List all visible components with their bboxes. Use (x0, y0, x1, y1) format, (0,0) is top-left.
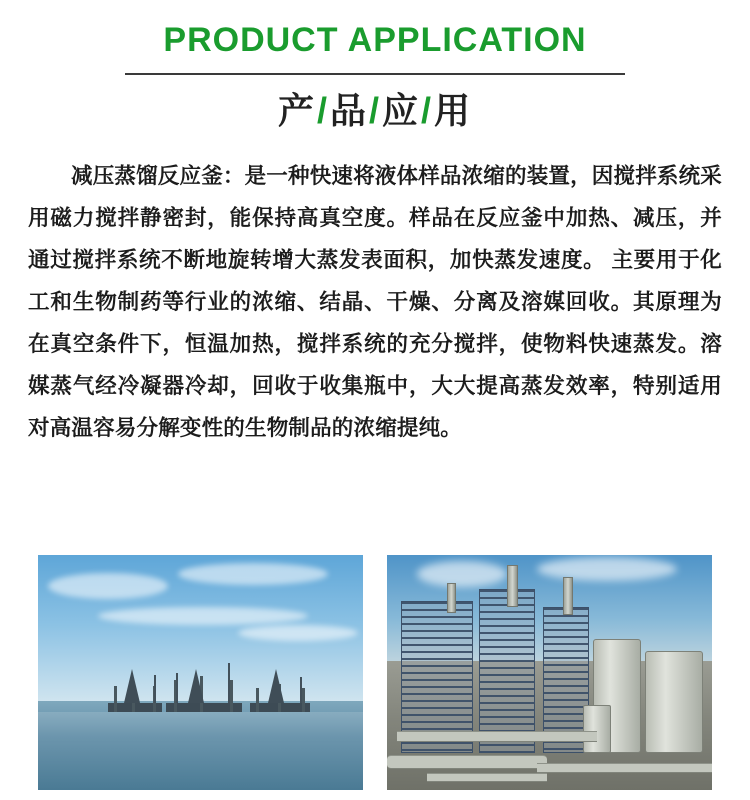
storage-tank (583, 705, 611, 753)
title-separator-2: / (368, 90, 381, 132)
oil-rig-structure (108, 666, 162, 712)
rig-leg (302, 688, 305, 712)
application-photo-gallery (0, 555, 750, 800)
steam-plume (417, 561, 507, 587)
pipeline (427, 773, 547, 782)
pipeline (397, 731, 597, 742)
title-separator-3: / (421, 90, 434, 132)
cloud-shape (238, 625, 358, 641)
title-cn-char-4: 用 (434, 90, 473, 132)
page-title-chinese (0, 89, 750, 132)
rig-mast (154, 675, 156, 703)
storage-tank (645, 651, 703, 753)
derrick-tower (268, 669, 284, 703)
cloud-shape (98, 607, 308, 625)
oil-rig-structure (166, 654, 242, 712)
rig-mast (228, 663, 230, 703)
title-cn-char-2: 品 (329, 90, 368, 132)
smoke-stack (447, 583, 456, 613)
title-cn-char-1: 产 (277, 90, 316, 132)
rig-leg (230, 680, 233, 712)
structural-framework (479, 589, 535, 753)
steam-plume (537, 557, 677, 581)
page-header (0, 0, 750, 133)
rig-mast (176, 673, 178, 703)
rig-leg (114, 686, 117, 712)
cloud-shape (48, 573, 168, 599)
page-title-english: PRODUCT APPLICATION (163, 21, 587, 59)
water-reflection (38, 712, 363, 790)
product-description-paragraph: 减压蒸馏反应釜：是一种快速将液体样品浓缩的装置，因搅拌系统采用磁力搅拌静密封，能保持高真空度。样品在反应釜中加热、减压，并通过搅拌系统不断地旋转增大蒸发表面积，加快蒸发速度。 主要用于化工和生物制药等行业的浓缩、结晶、干燥、分离及溶媒回收。其原理为在真空条件下，恒温加热，搅拌系统的充分搅拌，使物料快速蒸发。溶媒蒸气经冷凝器冷却，回收于收集瓶中，大大提高蒸发效率，特别适用对高温容易分解变性的生物制品的浓缩提纯。 (28, 163, 723, 440)
title-separator-1: / (316, 90, 329, 132)
offshore-oil-platform-photo (38, 555, 363, 790)
smoke-stack (563, 577, 573, 615)
oil-rig-structure (250, 664, 310, 712)
rig-mast (300, 677, 302, 703)
derrick-tower (124, 669, 140, 703)
derrick-tower (188, 669, 204, 703)
cloud-shape (178, 563, 328, 585)
pipeline (387, 755, 547, 769)
pipeline (537, 763, 712, 773)
title-cn-char-3: 应 (382, 90, 421, 132)
chemical-refinery-plant-photo (387, 555, 712, 790)
rig-leg (256, 688, 259, 712)
title-divider (125, 73, 625, 75)
smoke-stack (507, 565, 518, 607)
